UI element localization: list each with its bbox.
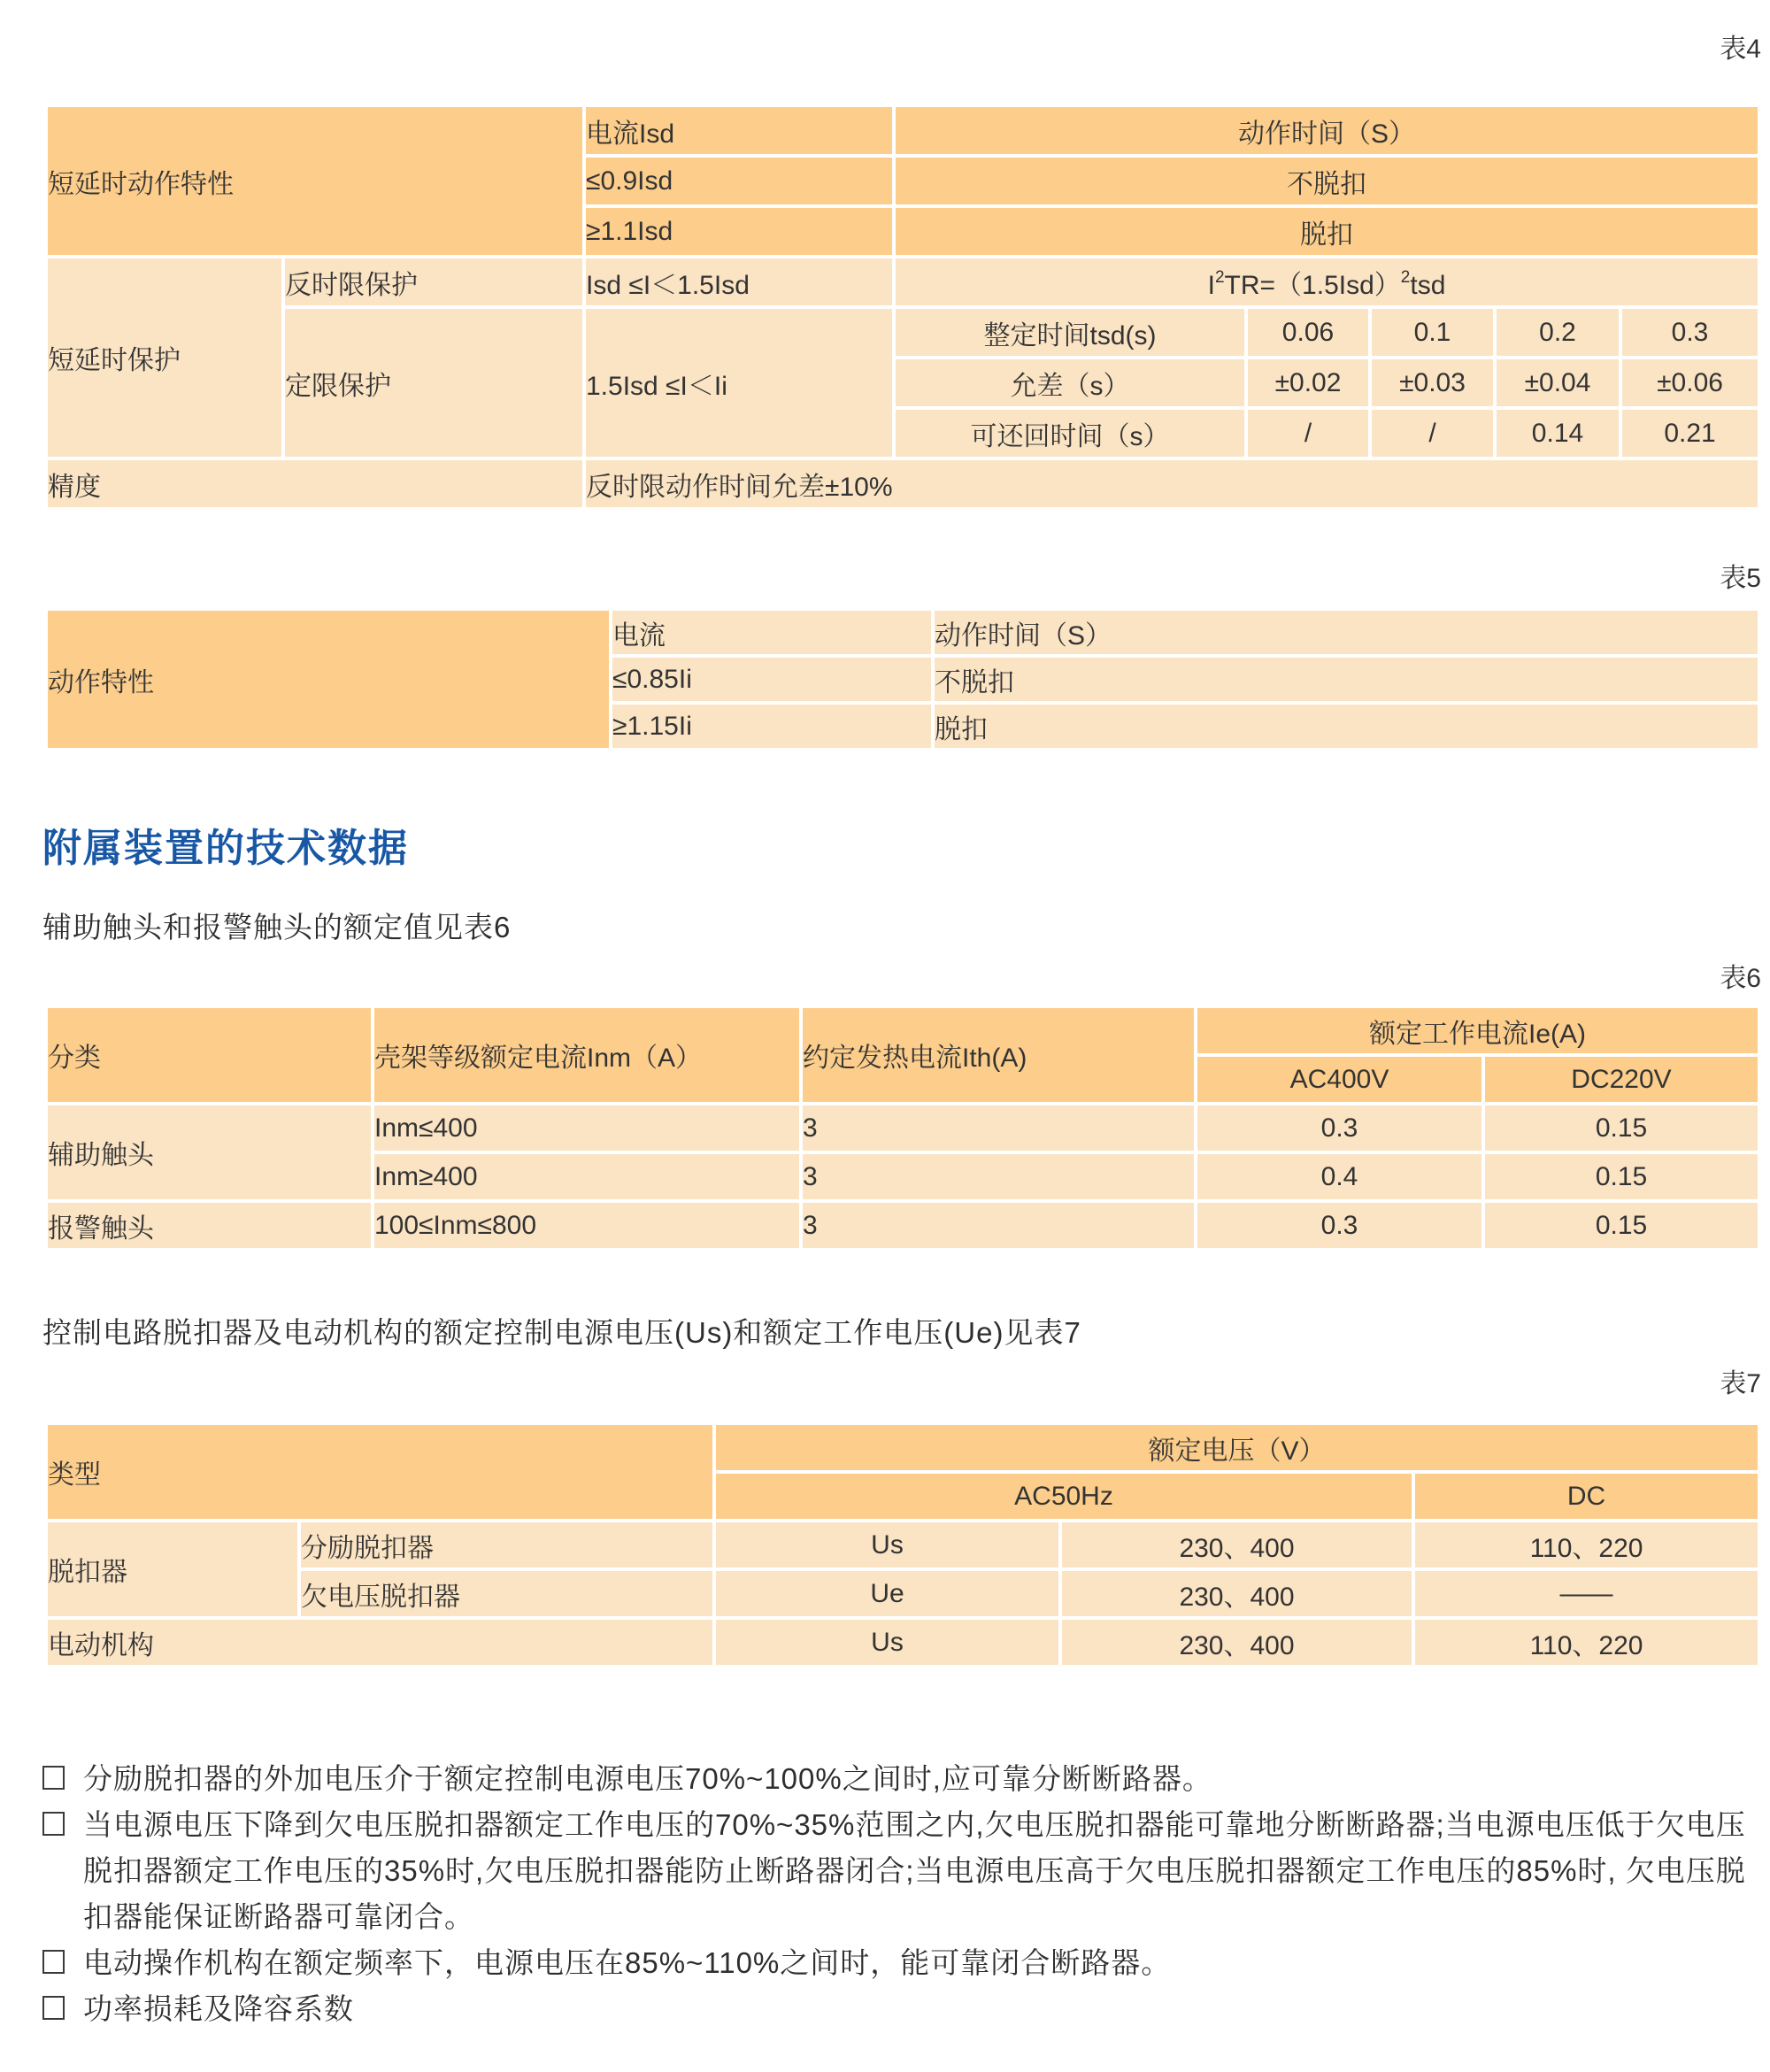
formula-sup1: 2	[1214, 267, 1225, 287]
note-item-power-loss	[41, 1986, 1765, 2032]
cell-return-v3: 0.14	[1497, 410, 1619, 457]
cell-rated-voltage-header: 额定电压（V）	[716, 1425, 1758, 1470]
table7-label: 表7	[1720, 1369, 1761, 1398]
cell-frame-r1: Inm≤400	[374, 1105, 799, 1151]
checkbox-icon	[42, 1950, 65, 1974]
cell-dc-r1: 110、220	[1415, 1522, 1758, 1567]
cell-symbol-r3: Us	[716, 1620, 1058, 1665]
cell-thermal-r3: 3	[803, 1203, 1194, 1248]
cell-current-header: 电流	[612, 611, 931, 654]
cell-trip: 脱扣	[935, 705, 1758, 748]
note-text: 电动操作机构在额定频率下，电源电压在85%~110%之间时，能可靠闭合断路器。	[83, 1946, 1172, 1979]
cell-dc220v-header: DC220V	[1485, 1057, 1758, 1102]
note-item-shunt-release	[41, 1756, 1765, 1802]
cell-setting-time-label: 整定时间tsd(s)	[896, 309, 1244, 356]
table4-label: 表4	[1720, 35, 1761, 64]
cell-current-le09: ≤0.9Isd	[586, 158, 892, 204]
cell-dc-r1: 0.15	[1485, 1105, 1758, 1151]
table6-label: 表6	[1720, 964, 1761, 993]
checkbox-icon	[42, 1766, 65, 1790]
cell-current-isd-header: 电流Isd	[586, 107, 892, 154]
note-item-motor-mechanism	[41, 1940, 1765, 1986]
cell-symbol-r2: Ue	[716, 1571, 1058, 1616]
cell-no-trip: 不脱扣	[896, 158, 1758, 204]
cell-tolerance-v1: ±0.02	[1248, 359, 1368, 406]
cell-action-time-header: 动作时间（S）	[896, 107, 1758, 154]
cell-dc-r2: ——	[1415, 1571, 1758, 1616]
cell-short-delay-action-title: 短延时动作特性	[48, 107, 582, 255]
cell-frame-r3: 100≤Inm≤800	[374, 1203, 799, 1248]
cell-return-time-label: 可还回时间（s）	[896, 410, 1244, 457]
cell-accuracy-value: 反时限动作时间允差±10%	[586, 460, 1758, 507]
cell-setting-v4: 0.3	[1622, 309, 1758, 356]
cell-rated-working-current-header: 额定工作电流Ie(A)	[1197, 1008, 1758, 1053]
note-text: 当电源电压下降到欠电压脱扣器额定工作电压的70%~35%范围之内,欠电压脱扣器能可靠地分断断路器;当电源电压低于欠电压脱扣器额定工作电压的35%时,欠电压脱扣器能防止断路器闭合;当电源电压高于欠电压脱扣器额定工作电压的85%时, 欠电压脱扣器能保证断路器可靠闭合。	[83, 1808, 1746, 1933]
cell-short-delay-protection-group: 短延时保护	[48, 258, 281, 457]
cell-tolerance-v4: ±0.06	[1622, 359, 1758, 406]
cell-symbol-r1: Us	[716, 1522, 1058, 1567]
cell-setting-v2: 0.1	[1372, 309, 1493, 356]
cell-dc-r3: 0.15	[1485, 1203, 1758, 1248]
cell-accuracy-label: 精度	[48, 460, 582, 507]
formula-mid: TR=（1.5Isd）	[1224, 270, 1401, 300]
cell-inverse-formula	[896, 258, 1758, 305]
cell-ge115: ≥1.15Ii	[612, 705, 931, 748]
cell-thermal-current-header: 约定发热电流Ith(A)	[803, 1008, 1194, 1102]
note-text: 分励脱扣器的外加电压介于额定控制电源电压70%~100%之间时,应可靠分断断路器。	[83, 1762, 1212, 1795]
cell-action-characteristics-title: 动作特性	[48, 611, 609, 748]
cell-ac-r3: 0.3	[1197, 1203, 1481, 1248]
cell-ac-r2: 0.4	[1197, 1154, 1481, 1199]
section-heading-accessories: 附属装置的技术数据	[42, 827, 409, 870]
cell-alarm-contact-group: 报警触头	[48, 1203, 371, 1248]
table4-short-delay	[44, 104, 1761, 511]
cell-dc-r3: 110、220	[1415, 1620, 1758, 1665]
cell-undervoltage-release: 欠电压脱扣器	[301, 1571, 712, 1616]
cell-dc-r2: 0.15	[1485, 1154, 1758, 1199]
cell-setting-v3: 0.2	[1497, 309, 1619, 356]
cell-return-v4: 0.21	[1622, 410, 1758, 457]
formula-base: I	[1207, 270, 1215, 300]
cell-le085: ≤0.85Ii	[612, 658, 931, 701]
notes-list	[41, 1756, 1765, 2032]
cell-release-group: 脱扣器	[48, 1522, 297, 1616]
paragraph-table7-intro: 控制电路脱扣器及电动机构的额定控制电源电压(Us)和额定工作电压(Ue)见表7	[42, 1316, 1081, 1349]
checkbox-icon	[42, 1812, 65, 1836]
cell-no-trip: 不脱扣	[935, 658, 1758, 701]
table5-action-characteristics	[44, 607, 1761, 751]
cell-ac-r1: 230、400	[1062, 1522, 1412, 1567]
table5-label: 表5	[1720, 564, 1761, 593]
cell-ac-r3: 230、400	[1062, 1620, 1412, 1665]
cell-return-v1: /	[1248, 410, 1368, 457]
cell-setting-v1: 0.06	[1248, 309, 1368, 356]
table6-contact-ratings	[44, 1005, 1761, 1252]
cell-frame-r2: Inm≥400	[374, 1154, 799, 1199]
cell-inverse-range: Isd ≤I＜1.5Isd	[586, 258, 892, 305]
cell-category-header: 分类	[48, 1008, 371, 1102]
note-text: 功率损耗及降容系数	[83, 1992, 354, 2025]
cell-thermal-r2: 3	[803, 1154, 1194, 1199]
cell-ac-r2: 230、400	[1062, 1571, 1412, 1616]
cell-inverse-time-protection: 反时限保护	[285, 258, 582, 305]
cell-time-header: 动作时间（S）	[935, 611, 1758, 654]
cell-auxiliary-contact-group: 辅助触头	[48, 1105, 371, 1199]
cell-frame-current-header: 壳架等级额定电流Inm（A）	[374, 1008, 799, 1102]
cell-trip: 脱扣	[896, 208, 1758, 255]
cell-shunt-release: 分励脱扣器	[301, 1522, 712, 1567]
cell-type-header: 类型	[48, 1425, 712, 1519]
cell-dc-header: DC	[1415, 1474, 1758, 1519]
cell-definite-range: 1.5Isd ≤I＜Ii	[586, 309, 892, 457]
formula-tail: tsd	[1410, 270, 1446, 300]
checkbox-icon	[42, 1996, 65, 2020]
cell-ac400v-header: AC400V	[1197, 1057, 1481, 1102]
note-item-undervoltage-release	[41, 1802, 1765, 1940]
cell-tolerance-v3: ±0.04	[1497, 359, 1619, 406]
table7-rated-voltages	[44, 1421, 1761, 1668]
cell-thermal-r1: 3	[803, 1105, 1194, 1151]
cell-definite-protection: 定限保护	[285, 309, 582, 457]
cell-return-v2: /	[1372, 410, 1493, 457]
cell-current-ge11: ≥1.1Isd	[586, 208, 892, 255]
cell-tolerance-v2: ±0.03	[1372, 359, 1493, 406]
formula-sup2: 2	[1400, 267, 1411, 287]
cell-ac-r1: 0.3	[1197, 1105, 1481, 1151]
cell-tolerance-label: 允差（s）	[896, 359, 1244, 406]
cell-ac50hz-header: AC50Hz	[716, 1474, 1412, 1519]
paragraph-table6-intro: 辅助触头和报警触头的额定值见表6	[42, 911, 512, 944]
cell-motor-mechanism-group: 电动机构	[48, 1620, 712, 1665]
